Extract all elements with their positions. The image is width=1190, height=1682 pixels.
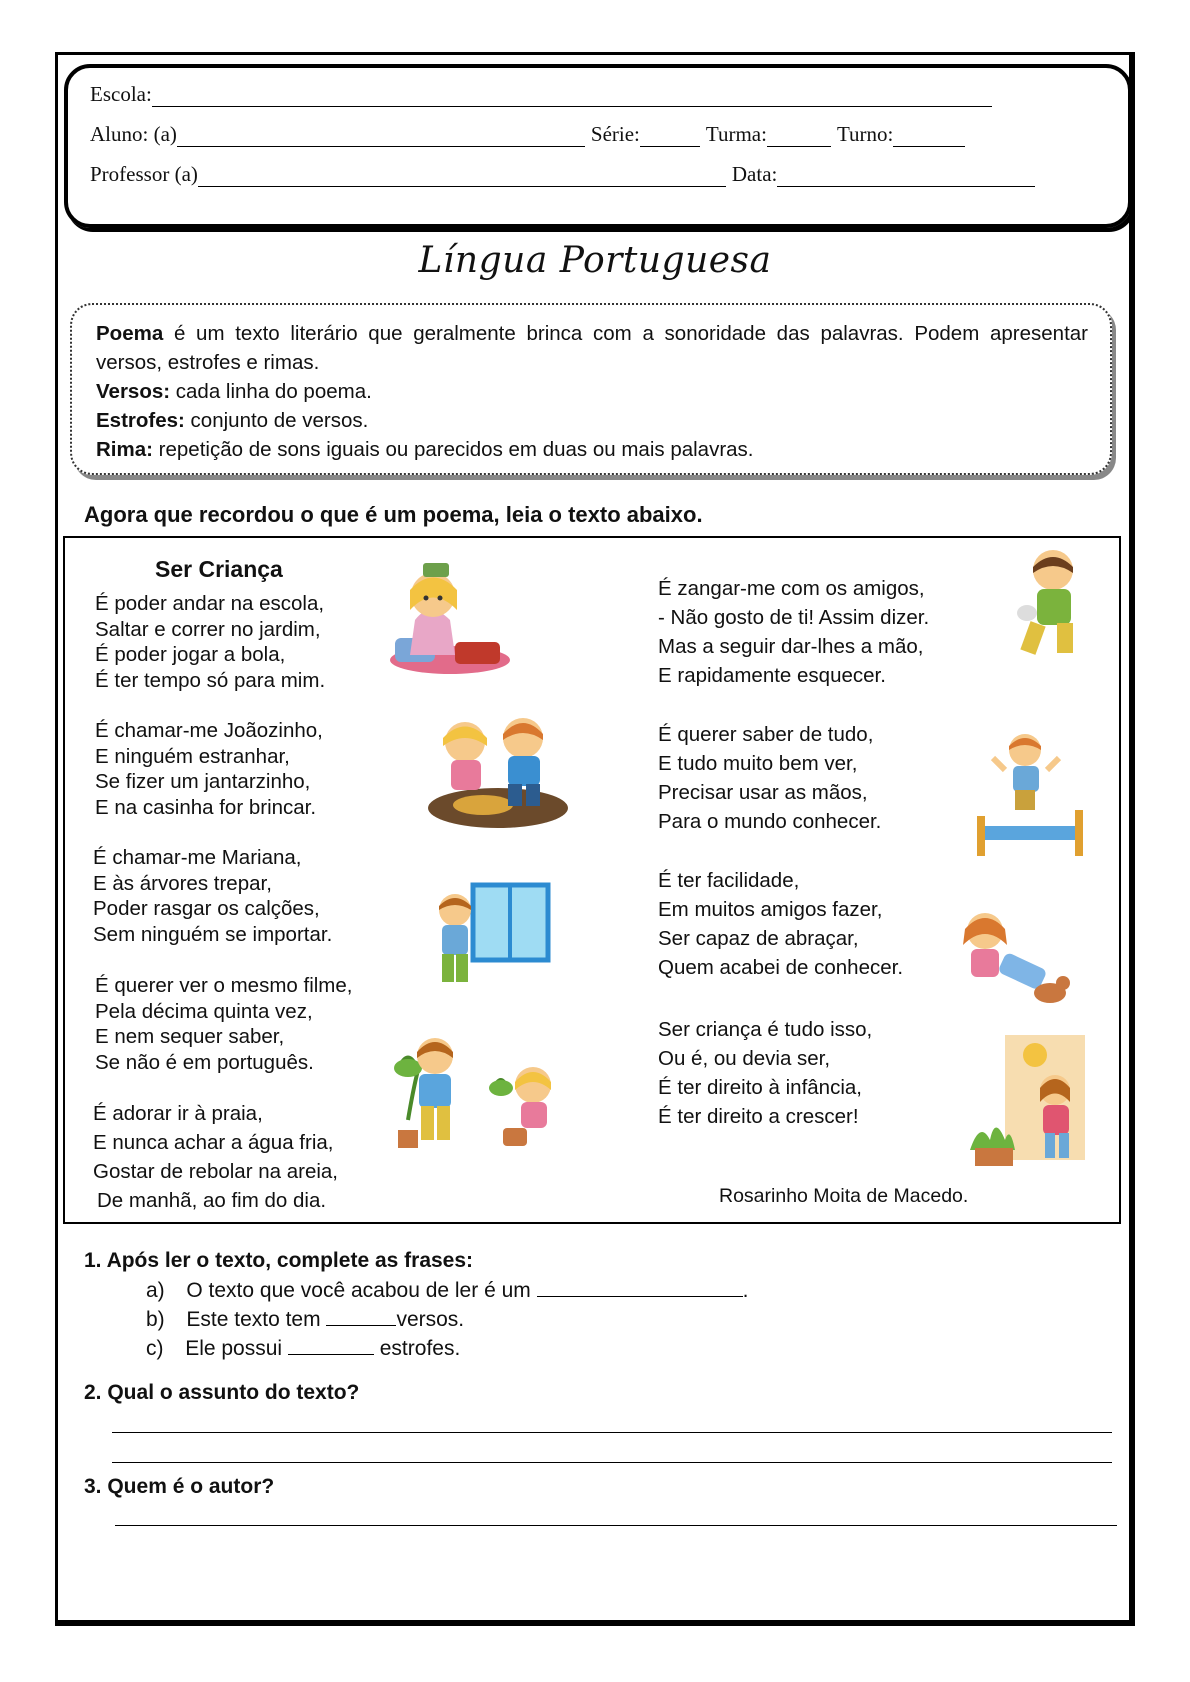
poema-text: é um texto literário que geralmente brinca com a sonoridade das palavras. Podem apresentar versos, estrofes e rimas.: [96, 322, 1088, 374]
girl-drawing-wall-illustration: [965, 1030, 1090, 1175]
stanza-left-4: [95, 973, 352, 1075]
question-1-title: 1. Após ler o texto, complete as frases:: [84, 1249, 474, 1272]
verse: É adorar ir à praia,: [93, 1102, 263, 1125]
answer-3-line[interactable]: [115, 1525, 1117, 1526]
verse: Pela décima quinta vez,: [95, 999, 313, 1023]
boy-broken-window-illustration: [428, 880, 553, 1000]
serie-label: Série:: [590, 122, 640, 146]
turma-label: Turma:: [705, 122, 767, 146]
verse: E às árvores trepar,: [93, 871, 272, 895]
stanza-right-3: [658, 866, 903, 982]
verse: Mas a seguir dar-lhes a mão,: [658, 635, 924, 658]
subject-title: Língua Portuguesa: [418, 240, 772, 281]
answer-1b-blank[interactable]: [326, 1307, 396, 1326]
verse: É querer ver o mesmo filme,: [95, 974, 353, 997]
poema-term: Poema: [96, 322, 164, 345]
verse: É poder andar na escola,: [95, 592, 325, 615]
verse: De manhã, ao fim do dia.: [97, 1189, 327, 1212]
verse: E nem sequer saber,: [95, 1025, 285, 1048]
answer-1a-blank[interactable]: [537, 1278, 743, 1297]
question-3-title: 3. Quem é o autor?: [84, 1475, 275, 1498]
verse: Ser criança é tudo isso,: [658, 1018, 873, 1041]
verse: É poder jogar a bola,: [95, 643, 286, 666]
estrofes-definition: [96, 406, 1088, 435]
rima-definition: [96, 435, 1088, 464]
verse: E nunca achar a água fria,: [93, 1131, 334, 1154]
question-1b-label: b): [146, 1308, 165, 1331]
verse: Precisar usar as mãos,: [658, 781, 868, 804]
verse: E ninguém estranhar,: [95, 744, 290, 768]
stanza-left-1: [95, 591, 325, 693]
verse: Quem acabei de conhecer.: [658, 956, 904, 979]
question-1a-text: O texto que você acabou de ler é um: [186, 1279, 537, 1302]
aluno-row: [90, 122, 971, 147]
children-planting-illustration: [383, 1030, 563, 1160]
verse: Gostar de rebolar na areia,: [93, 1160, 338, 1183]
stanza-right-1: [658, 574, 929, 690]
verse: E rapidamente esquecer.: [658, 664, 886, 687]
data-field[interactable]: [777, 166, 1035, 187]
stanza-right-2: [658, 720, 881, 836]
verse: Saltar e correr no jardim,: [95, 617, 321, 641]
question-1c-end: estrofes.: [373, 1337, 461, 1360]
verse: É ter direito à infância,: [658, 1076, 862, 1099]
versos-term: Versos:: [96, 380, 171, 403]
aluno-label: Aluno: (a): [90, 122, 177, 146]
estrofes-term: Estrofes:: [96, 409, 185, 432]
verse: É chamar-me Mariana,: [93, 846, 302, 869]
angry-boy-illustration: [1005, 545, 1095, 665]
verse: É querer saber de tudo,: [658, 723, 874, 746]
escola-field[interactable]: [152, 86, 992, 107]
verse: - Não gosto de ti! Assim dizer.: [658, 606, 930, 629]
question-1c-label: c): [146, 1337, 164, 1360]
professor-label: Professor (a): [90, 162, 198, 186]
verse: Poder rasgar os calções,: [93, 897, 320, 920]
question-1a: [146, 1278, 748, 1303]
stanza-left-5: [93, 1099, 338, 1215]
definitions-box: [70, 303, 1112, 475]
verse: É ter facilidade,: [658, 869, 800, 892]
stanza-left-3: [93, 845, 332, 947]
answer-2-line-2[interactable]: [112, 1462, 1112, 1463]
aluno-field[interactable]: [177, 126, 585, 147]
question-1a-label: a): [146, 1279, 165, 1302]
versos-definition: [96, 377, 1088, 406]
question-1c: [146, 1336, 460, 1361]
question-1b-text: Este texto tem: [186, 1308, 327, 1331]
poem-author: Rosarinho Moita de Macedo.: [719, 1185, 969, 1207]
girl-with-clothes-illustration: [385, 560, 515, 680]
student-info-box: [64, 64, 1132, 228]
reading-instruction: Agora que recordou o que é um poema, leia o texto abaixo.: [84, 502, 703, 527]
verse: Sem ninguém se importar.: [93, 922, 333, 946]
versos-text: cada linha do poema.: [170, 380, 372, 403]
question-1a-end: .: [742, 1279, 749, 1302]
verse: Ou é, ou devia ser,: [658, 1047, 831, 1070]
verse: É ter tempo só para mim.: [95, 668, 326, 692]
answer-2-line-1[interactable]: [112, 1432, 1112, 1433]
turno-label: Turno:: [836, 122, 894, 146]
professor-field[interactable]: [198, 166, 726, 187]
stanza-right-4: [658, 1015, 872, 1131]
stanza-left-2: [95, 718, 323, 820]
verse: Para o mundo conhecer.: [658, 810, 882, 833]
escola-row: [90, 82, 998, 107]
rima-term: Rima:: [96, 438, 153, 461]
boy-jumping-bed-illustration: [975, 730, 1085, 860]
question-1b: [146, 1307, 464, 1332]
professor-row: [90, 162, 1041, 187]
answer-1c-blank[interactable]: [288, 1336, 374, 1355]
poema-definition: [96, 319, 1088, 377]
verse: E na casinha for brincar.: [95, 795, 317, 819]
verse: É chamar-me Joãozinho,: [95, 719, 323, 742]
estrofes-text: conjunto de versos.: [184, 409, 369, 432]
poem-title: Ser Criança: [155, 556, 283, 582]
rima-text: repetição de sons iguais ou parecidos em duas ou mais palavras.: [152, 438, 754, 461]
verse: Se fizer um jantarzinho,: [95, 770, 311, 793]
turma-field[interactable]: [767, 126, 831, 147]
girl-hugging-dog-illustration: [945, 905, 1075, 1015]
verse: Em muitos amigos fazer,: [658, 898, 883, 921]
data-label: Data:: [731, 162, 778, 186]
verse: Se não é em português.: [95, 1050, 314, 1074]
verse: É ter direito a crescer!: [658, 1105, 859, 1128]
question-1b-end: versos.: [396, 1308, 465, 1331]
question-1c-text: Ele possui: [185, 1337, 288, 1360]
escola-label: Escola:: [90, 82, 152, 106]
serie-field[interactable]: [640, 126, 700, 147]
verse: E tudo muito bem ver,: [658, 752, 858, 775]
question-2-title: 2. Qual o assunto do texto?: [84, 1381, 360, 1404]
turno-field[interactable]: [893, 126, 965, 147]
children-playing-mud-illustration: [423, 710, 573, 830]
verse: Ser capaz de abraçar,: [658, 927, 859, 950]
verse: É zangar-me com os amigos,: [658, 577, 925, 600]
